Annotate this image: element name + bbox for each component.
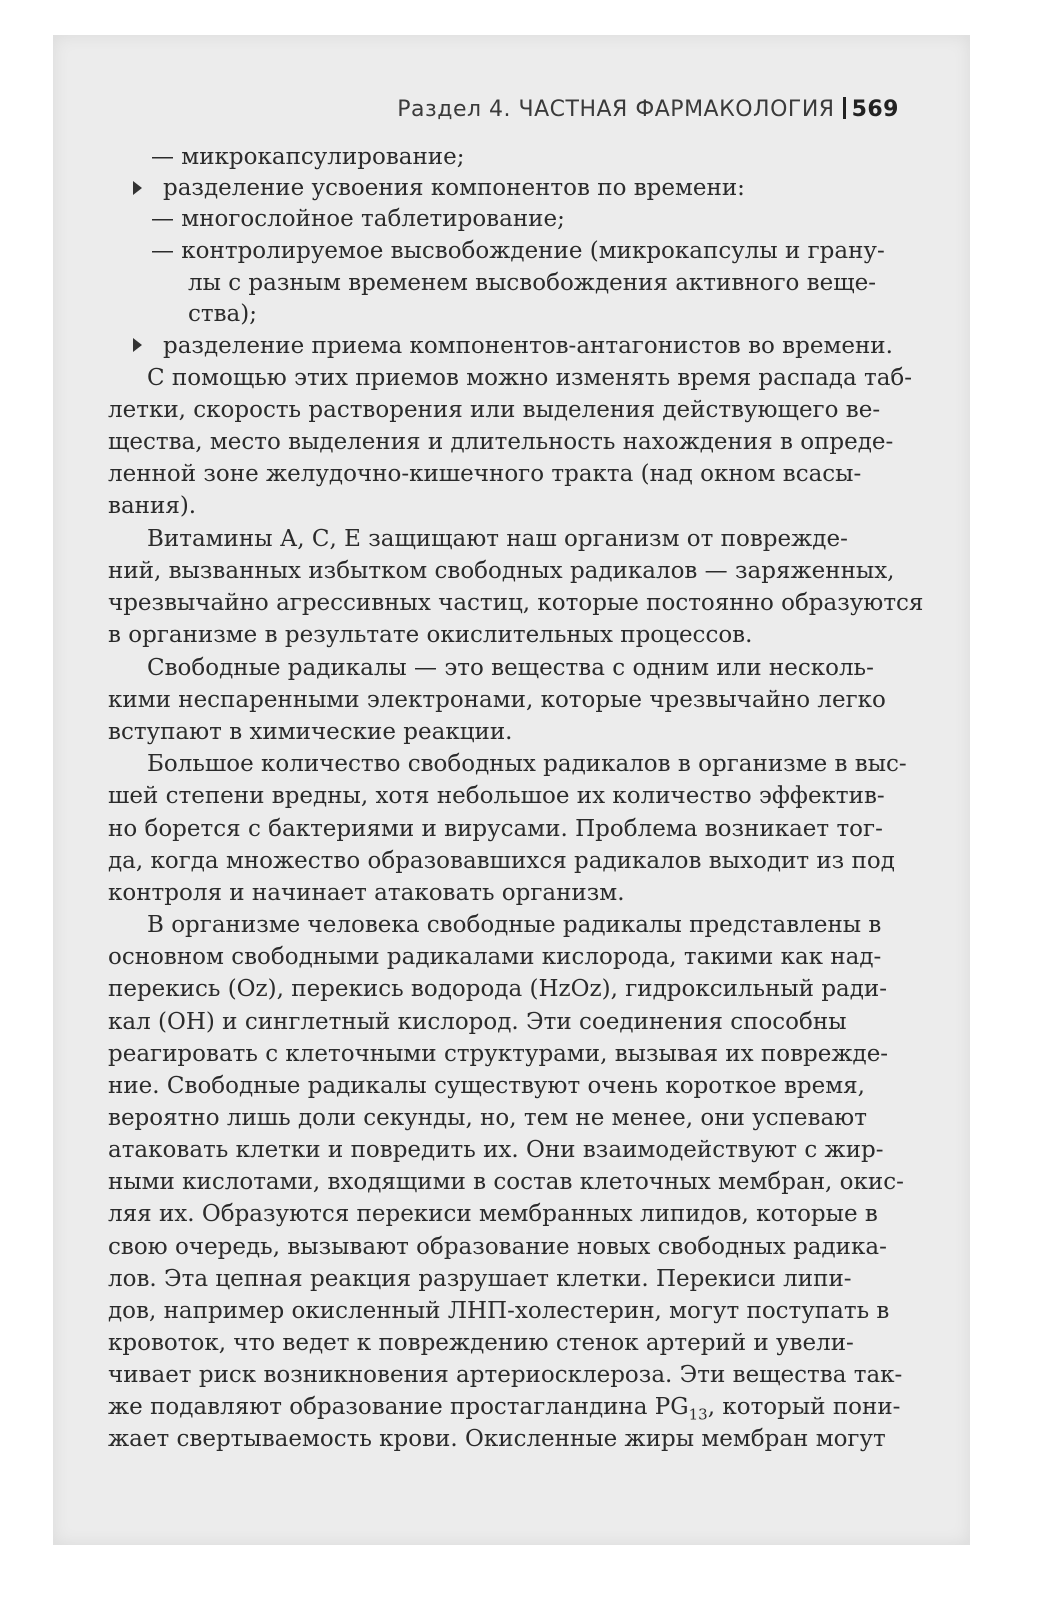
list-item-bullet: разделение усвоения компонентов по времени:: [163, 175, 745, 201]
bullet-icon: [133, 181, 142, 195]
paragraph-line: ными кислотами, входящими в состав клеточных мембран, окис-: [108, 1169, 904, 1195]
paragraph-line: ние. Свободные радикалы существуют очень короткое время,: [108, 1073, 865, 1099]
running-header: [53, 97, 899, 122]
book-page: [53, 35, 970, 1545]
paragraph-line: реагировать с клеточными структурами, вызывая их поврежде-: [108, 1041, 889, 1067]
paragraph-line: В организме человека свободные радикалы представлены в: [147, 912, 882, 938]
paragraph-line: дов, например окисленный ЛНП-холестерин, могут поступать в: [108, 1298, 890, 1324]
bullet-icon: [133, 338, 142, 352]
paragraph-line: атаковать клетки и повредить их. Они взаимодействуют с жир-: [108, 1137, 884, 1163]
paragraph-line: контроля и начинает атаковать организм.: [108, 880, 625, 906]
paragraph-line: да, когда множество образовавшихся радикалов выходит из под: [108, 848, 895, 874]
paragraph-line: свою очередь, вызывают образование новых свободных радика-: [108, 1234, 887, 1260]
line-text: , который пони-: [707, 1394, 901, 1420]
paragraph-line: вания).: [108, 493, 197, 519]
paragraph-line: вероятно лишь доли секунды, но, тем не менее, они успевают: [108, 1105, 867, 1131]
paragraph-line: вступают в химические реакции.: [108, 719, 513, 745]
paragraph-line: Большое количество свободных радикалов в организме в выс-: [147, 751, 907, 777]
section-title: Раздел 4. ЧАСТНАЯ ФАРМАКОЛОГИЯ: [397, 97, 835, 122]
paragraph-line: жает свертываемость крови. Окисленные жиры мембран могут: [108, 1426, 886, 1452]
paragraph-line: чрезвычайно агрессивных частиц, которые постоянно образуются: [108, 590, 924, 616]
line-text: же подавляют образование простагландина PG: [108, 1394, 689, 1420]
paragraph-line: перекись (Oz), перекись водорода (HzOz), гидроксильный ради-: [108, 976, 888, 1002]
paragraph-line: кими неспаренными электронами, которые чрезвычайно легко: [108, 687, 886, 713]
paragraph-line: щества, место выделения и длительность нахождения в опреде-: [108, 429, 894, 455]
page-number: 569: [851, 97, 899, 122]
paragraph-line: но борется с бактериями и вирусами. Проблема возникает тог-: [108, 816, 883, 842]
paragraph-line: кал (ОН) и синглетный кислород. Эти соединения способны: [108, 1009, 847, 1035]
paragraph-line: летки, скорость растворения или выделения действующего ве-: [108, 397, 881, 423]
paragraph-line: в организме в результате окислительных процессов.: [108, 622, 753, 648]
paragraph-line: С помощью этих приемов можно изменять время распада таб-: [147, 365, 913, 391]
paragraph-line: чивает риск возникновения артериосклероза. Эти вещества так-: [108, 1362, 903, 1388]
list-item-bullet: разделение приема компонентов-антагонистов во времени.: [163, 333, 893, 359]
list-item-continuation: ства);: [188, 301, 257, 327]
subscript: 13: [688, 1405, 708, 1424]
list-item-dash: — многослойное таблетирование;: [151, 206, 565, 232]
list-item-dash: — микрокапсулирование;: [151, 144, 465, 170]
paragraph-line: кровоток, что ведет к повреждению стенок артерий и увели-: [108, 1330, 854, 1356]
list-item-dash: — контролируемое высвобождение (микрокапсулы и грану-: [151, 238, 885, 264]
paragraph-line: шей степени вредны, хотя небольшое их количество эффектив-: [108, 783, 885, 809]
paragraph-line: основном свободными радикалами кислорода, такими как над-: [108, 944, 882, 970]
paragraph-line: Свободные радикалы — это вещества с одним или несколь-: [147, 655, 874, 681]
paragraph-line: Витамины А, С, Е защищают наш организм от поврежде-: [147, 526, 848, 552]
paragraph-line: лов. Эта цепная реакция разрушает клетки. Перекиси липи-: [108, 1266, 852, 1292]
paragraph-line: ленной зоне желудочно-кишечного тракта (над окном всасы-: [108, 461, 862, 487]
paragraph-line: ний, вызванных избытком свободных радикалов — заряженных,: [108, 558, 895, 584]
header-separator: [843, 97, 846, 119]
list-item-continuation: лы с разным временем высвобождения активного веще-: [188, 270, 877, 296]
paragraph-line: ляя их. Образуются перекиси мембранных липидов, которые в: [108, 1201, 878, 1227]
